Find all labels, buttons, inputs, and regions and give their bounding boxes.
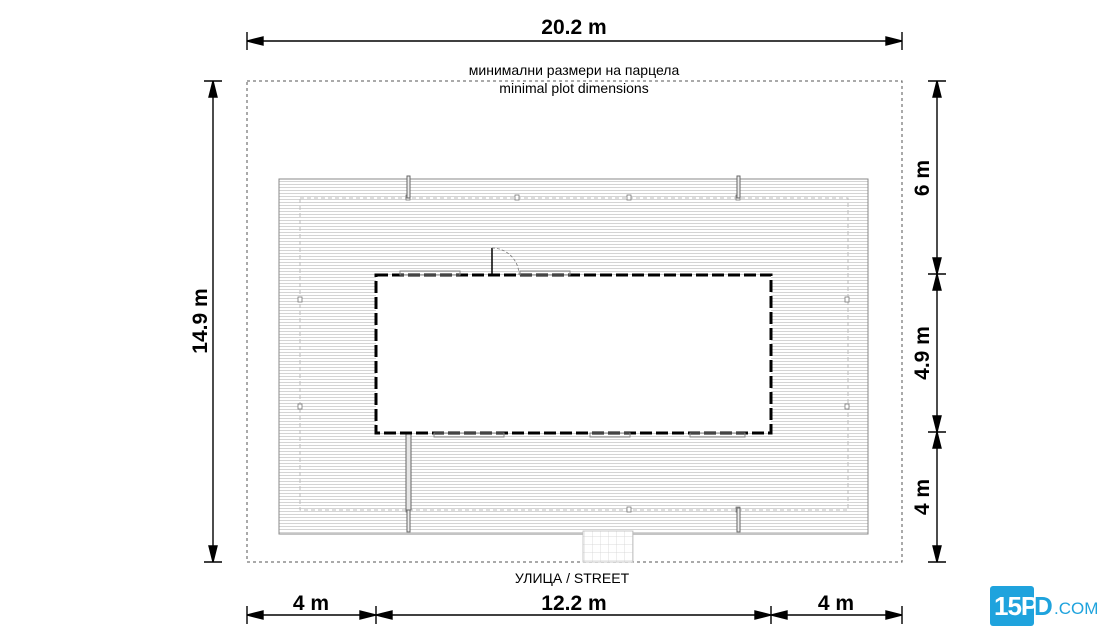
street-label: УЛИЦА / STREET: [514, 570, 630, 586]
front-setback-label: 6 m: [911, 159, 934, 197]
total-width-label: 20.2 m: [541, 16, 607, 39]
walkway-strip: [406, 432, 411, 510]
right-setback-label: 4 m: [817, 592, 855, 615]
total-depth-label: 14.9 m: [189, 288, 212, 354]
left-setback-label: 4 m: [292, 592, 330, 615]
logo-text-part2: D: [1034, 591, 1052, 621]
logo-text-part1: 15P: [994, 591, 1038, 621]
entrance-paving: [583, 531, 633, 562]
house-width-label: 12.2 m: [541, 592, 607, 615]
house-footprint: [376, 275, 771, 433]
house-depth-label: 4.9 m: [911, 326, 934, 380]
logo-suffix: .COM: [1054, 599, 1099, 618]
site-logo[interactable]: [990, 586, 1114, 626]
plot-label-bg: минимални размери на парцела: [468, 62, 680, 78]
rear-setback-label: 4 m: [911, 478, 934, 516]
plot-label-en: minimal plot dimensions: [499, 80, 649, 96]
